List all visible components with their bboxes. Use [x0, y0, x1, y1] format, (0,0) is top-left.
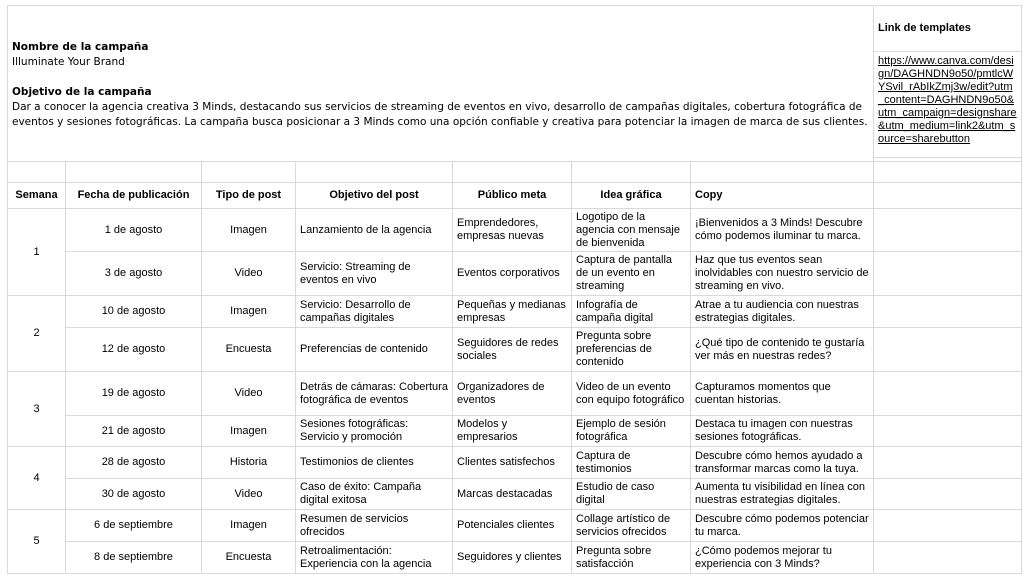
type-cell[interactable]: Imagen [202, 209, 296, 252]
copy-cell[interactable]: Haz que tus eventos sean inolvidables con nuestro servicio de streaming en vivo. [691, 252, 874, 296]
header-idea[interactable]: Idea gráfica [572, 183, 691, 209]
templates-label[interactable]: Link de templates [874, 6, 1022, 52]
empty-cell[interactable] [202, 162, 296, 183]
date-cell[interactable]: 8 de septiembre [66, 542, 202, 574]
objective-cell[interactable]: Servicio: Desarrollo de campañas digitales [296, 296, 453, 328]
empty-cell[interactable] [874, 252, 1022, 296]
table-row [8, 416, 1022, 447]
objective-cell[interactable]: Lanzamiento de la agencia [296, 209, 453, 252]
empty-cell[interactable] [8, 162, 66, 183]
objective-cell[interactable]: Servicio: Streaming de eventos en vivo [296, 252, 453, 296]
empty-cell[interactable] [874, 372, 1022, 416]
graphic-idea-cell[interactable]: Infografía de campaña digital [572, 296, 691, 328]
copy-cell[interactable]: ¿Qué tipo de contenido te gustaría ver más en nuestras redes? [691, 328, 874, 372]
audience-cell[interactable]: Organizadores de eventos [453, 372, 572, 416]
empty-cell[interactable] [453, 162, 572, 183]
type-cell[interactable]: Imagen [202, 510, 296, 542]
objective-cell[interactable]: Testimonios de clientes [296, 447, 453, 479]
table-row [8, 209, 1022, 252]
objective-cell[interactable]: Retroalimentación: Experiencia con la agencia [296, 542, 453, 574]
empty-cell[interactable] [874, 162, 1022, 183]
table-row [8, 372, 1022, 416]
objective-cell[interactable]: Sesiones fotográficas: Servicio y promoción [296, 416, 453, 447]
header-fecha[interactable]: Fecha de publicación [66, 183, 202, 209]
type-cell[interactable]: Video [202, 479, 296, 510]
graphic-idea-cell[interactable]: Captura de testimonios [572, 447, 691, 479]
graphic-idea-cell[interactable]: Estudio de caso digital [572, 479, 691, 510]
type-cell[interactable]: Imagen [202, 296, 296, 328]
empty-cell[interactable] [296, 162, 453, 183]
table-row [8, 447, 1022, 479]
audience-cell[interactable]: Seguidores y clientes [453, 542, 572, 574]
audience-cell[interactable]: Pequeñas y medianas empresas [453, 296, 572, 328]
campaign-info-cell[interactable] [8, 6, 874, 162]
copy-cell[interactable]: Descubre cómo hemos ayudado a transformar marcas como la tuya. [691, 447, 874, 479]
header-copy[interactable]: Copy [691, 183, 874, 209]
header-semana[interactable]: Semana [8, 183, 66, 209]
empty-cell[interactable] [691, 162, 874, 183]
graphic-idea-cell[interactable]: Logotipo de la agencia con mensaje de bienvenida [572, 209, 691, 252]
campaign-name-label: Nombre de la campaña [12, 41, 149, 53]
graphic-idea-cell[interactable]: Captura de pantalla de un evento en streaming [572, 252, 691, 296]
empty-cell[interactable] [874, 416, 1022, 447]
empty-cell[interactable] [874, 209, 1022, 252]
copy-cell[interactable]: Capturamos momentos que cuentan historias. [691, 372, 874, 416]
copy-cell[interactable]: Atrae a tu audiencia con nuestras estrategias digitales. [691, 296, 874, 328]
empty-cell[interactable] [572, 162, 691, 183]
date-cell[interactable]: 30 de agosto [66, 479, 202, 510]
audience-cell[interactable]: Seguidores de redes sociales [453, 328, 572, 372]
campaign-sheet [7, 5, 1022, 574]
empty-cell[interactable] [874, 183, 1022, 209]
objective-cell[interactable]: Resumen de servicios ofrecidos [296, 510, 453, 542]
copy-cell[interactable]: ¡Bienvenidos a 3 Minds! Descubre cómo podemos iluminar tu marca. [691, 209, 874, 252]
date-cell[interactable]: 3 de agosto [66, 252, 202, 296]
week-cell[interactable]: 3 [8, 372, 66, 447]
header-publico[interactable]: Público meta [453, 183, 572, 209]
date-cell[interactable]: 6 de septiembre [66, 510, 202, 542]
graphic-idea-cell[interactable]: Collage artístico de servicios ofrecidos [572, 510, 691, 542]
copy-cell[interactable]: Aumenta tu visibilidad en línea con nuestras estrategias digitales. [691, 479, 874, 510]
header-row [8, 183, 1022, 209]
graphic-idea-cell[interactable]: Video de un evento con equipo fotográfico [572, 372, 691, 416]
empty-cell[interactable] [874, 510, 1022, 542]
week-cell[interactable]: 4 [8, 447, 66, 510]
table-row [8, 252, 1022, 296]
graphic-idea-cell[interactable]: Ejemplo de sesión fotográfica [572, 416, 691, 447]
audience-cell[interactable]: Eventos corporativos [453, 252, 572, 296]
table-row [8, 510, 1022, 542]
campaign-objective-value: Dar a conocer la agencia creativa 3 Minds, destacando sus servicios de streaming de eventos en vivo, desarrollo de campañas digitales, cobertura fotográfica de eventos y sesiones fotográficas. La campaña busca posicionar a 3 Minds como una opción confiable y creativa para potenciar la imagen de marca de sus clientes. [12, 101, 868, 128]
header-objetivo[interactable]: Objetivo del post [296, 183, 453, 209]
audience-cell[interactable]: Clientes satisfechos [453, 447, 572, 479]
empty-cell[interactable] [66, 162, 202, 183]
copy-cell[interactable]: Destaca tu imagen con nuestras sesiones fotográficas. [691, 416, 874, 447]
empty-cell[interactable] [874, 542, 1022, 574]
week-cell[interactable]: 5 [8, 510, 66, 574]
empty-cell[interactable] [874, 296, 1022, 328]
audience-cell[interactable]: Modelos y empresarios [453, 416, 572, 447]
type-cell[interactable]: Encuesta [202, 542, 296, 574]
date-cell[interactable]: 28 de agosto [66, 447, 202, 479]
templates-link[interactable]: https://www.canva.com/design/DAGHNDN9o50/pmtlcWYSvil_rAbIkZmj3w/edit?utm_content=DAGHNDN9o50&utm_campaign=designshare&utm_medium=link2&utm_source=sharebutton [874, 52, 1022, 158]
graphic-idea-cell[interactable]: Pregunta sobre preferencias de contenido [572, 328, 691, 372]
type-cell[interactable]: Encuesta [202, 328, 296, 372]
type-cell[interactable]: Historia [202, 447, 296, 479]
objective-cell[interactable]: Preferencias de contenido [296, 328, 453, 372]
copy-cell[interactable]: Descubre cómo podemos potenciar tu marca. [691, 510, 874, 542]
campaign-name-value: Illuminate Your Brand [12, 56, 125, 68]
empty-cell[interactable] [874, 447, 1022, 479]
date-cell[interactable]: 19 de agosto [66, 372, 202, 416]
audience-cell[interactable]: Marcas destacadas [453, 479, 572, 510]
type-cell[interactable]: Video [202, 372, 296, 416]
date-cell[interactable]: 10 de agosto [66, 296, 202, 328]
graphic-idea-cell[interactable]: Pregunta sobre satisfacción [572, 542, 691, 574]
type-cell[interactable]: Imagen [202, 416, 296, 447]
table-row [8, 328, 1022, 372]
objective-cell[interactable]: Caso de éxito: Campaña digital exitosa [296, 479, 453, 510]
table-row [8, 479, 1022, 510]
copy-cell[interactable]: ¿Cómo podemos mejorar tu experiencia con 3 Minds? [691, 542, 874, 574]
objective-cell[interactable]: Detrás de cámaras: Cobertura fotográfica de eventos [296, 372, 453, 416]
audience-cell[interactable]: Potenciales clientes [453, 510, 572, 542]
audience-cell[interactable]: Emprendedores, empresas nuevas [453, 209, 572, 252]
header-tipo[interactable]: Tipo de post [202, 183, 296, 209]
date-cell[interactable]: 21 de agosto [66, 416, 202, 447]
type-cell[interactable]: Video [202, 252, 296, 296]
week-cell[interactable]: 2 [8, 296, 66, 372]
empty-cell[interactable] [874, 479, 1022, 510]
table-row [8, 542, 1022, 574]
date-cell[interactable]: 1 de agosto [66, 209, 202, 252]
table-row [8, 296, 1022, 328]
campaign-objective-label: Objetivo de la campaña [12, 86, 152, 98]
date-cell[interactable]: 12 de agosto [66, 328, 202, 372]
week-cell[interactable]: 1 [8, 209, 66, 296]
empty-cell[interactable] [874, 328, 1022, 372]
